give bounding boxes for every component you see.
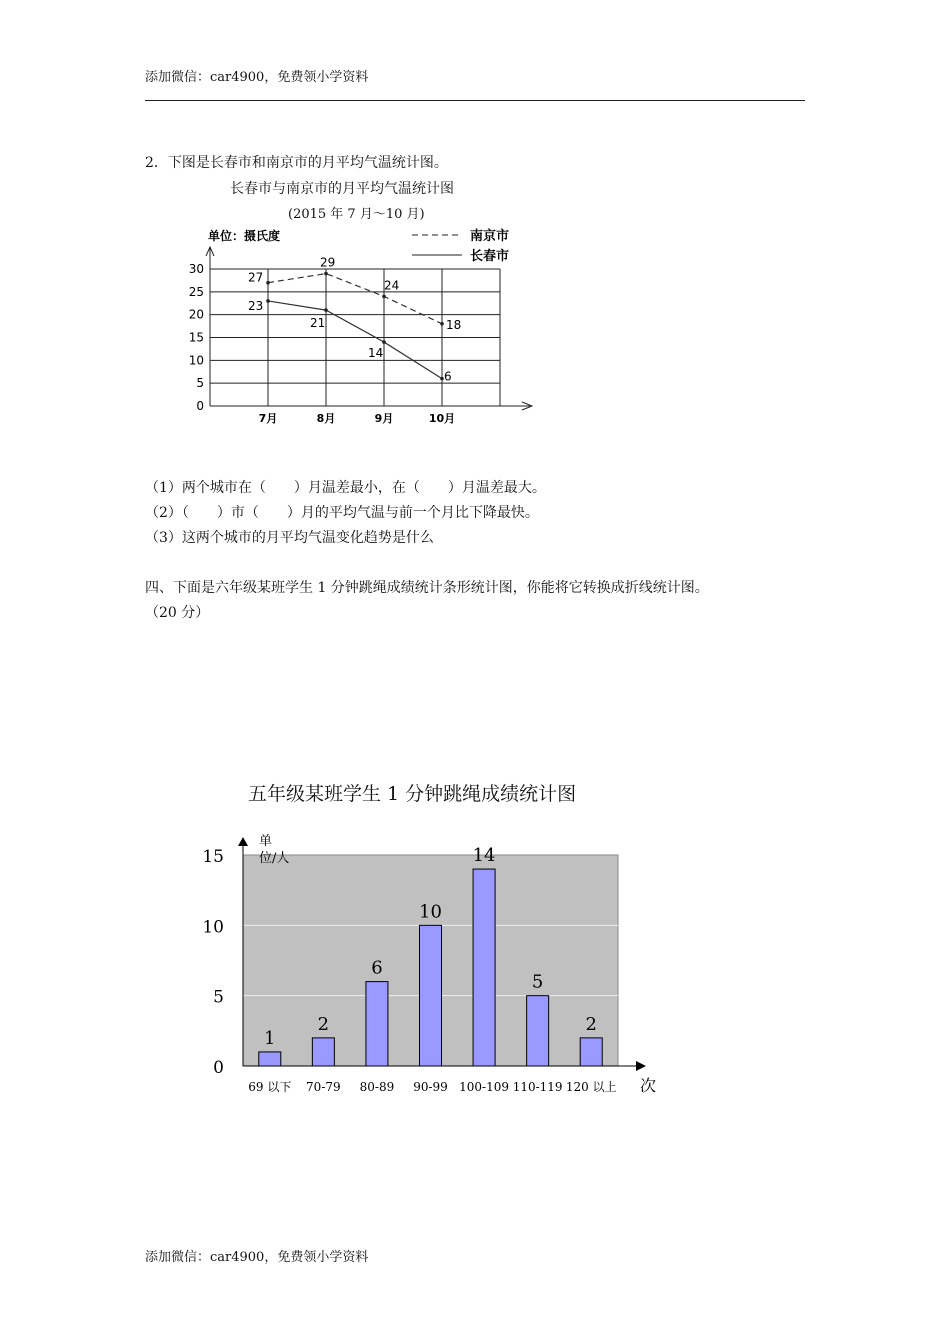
question-2-stem: 2．下图是长春市和南京市的月平均气温统计图。 [145,155,448,171]
page-header: 添加微信：car4900，免费领小学资料 [145,70,369,85]
bar-value-label: 2 [317,1013,330,1035]
x-tick-label: 10月 [428,412,456,425]
line-chart-title: 长春市与南京市的月平均气温统计图 [230,181,454,197]
data-label: 21 [310,316,326,331]
bar-value-label: 6 [371,957,383,979]
series-line [268,274,442,324]
question-4-stem: 四、下面是六年级某班学生 1 分钟跳绳成绩统计条形统计图，你能将它转换成折线统计图。 [145,580,709,596]
x-tick-label: 8月 [316,412,336,425]
bar-value-label: 10 [419,901,442,923]
y-axis-arrow [238,837,248,846]
bar-value-label: 14 [472,845,496,867]
page-footer: 添加微信：car4900，免费领小学资料 [145,1250,369,1265]
bar [366,982,388,1066]
y-axis-label: 单位：摄氏度 [208,229,281,243]
line-chart [180,222,550,434]
data-label: 29 [320,255,336,270]
y-tick-label: 5 [213,987,224,1008]
x-tick-label: 69 以下 [248,1080,292,1094]
bar [312,1038,334,1066]
data-point [324,308,328,312]
bar [580,1038,602,1066]
y-tick-label: 10 [188,353,204,368]
data-label: 23 [248,298,264,313]
data-label: 27 [248,270,264,285]
data-label: 18 [446,317,462,332]
y-tick-label: 0 [213,1058,224,1078]
x-tick-label: 70-79 [306,1080,341,1094]
legend-label: 长春市 [470,249,510,264]
legend-label: 南京市 [470,229,510,244]
x-axis-label: 次 [639,1076,656,1095]
data-point [382,340,386,344]
bar-value-label: 2 [585,1013,597,1035]
y-tick-label: 30 [188,262,204,276]
x-tick-label: 110-119 [512,1080,563,1094]
bar [420,925,442,1066]
x-tick-label: 120 以上 [565,1080,617,1094]
data-point [266,281,270,285]
series-line [268,301,442,379]
y-tick-label: 15 [202,847,224,867]
y-axis-label: 位/人 [259,851,290,866]
question-2-sub-1: （1）两个城市在（ ）月温差最小，在（ ）月温差最大。 [145,480,546,496]
y-axis-label: 单 [259,834,273,849]
y-tick-label: 20 [188,307,204,322]
x-tick-label: 80-89 [359,1080,395,1094]
data-label: 6 [444,369,452,384]
line-chart-subtitle: (2015 年 7 月～10 月) [288,207,425,222]
x-tick-label: 90-99 [413,1080,448,1094]
bar-chart-title: 五年级某班学生 1 分钟跳绳成绩统计图 [248,783,577,805]
question-4-score: （20 分） [145,605,210,621]
bar-value-label: 5 [531,971,544,993]
x-tick-label: 9月 [374,412,394,425]
data-point [440,322,444,326]
y-tick-label: 15 [188,330,204,345]
y-tick-label: 10 [202,917,224,938]
header-divider [145,100,805,101]
data-label: 24 [384,278,400,293]
y-tick-label: 0 [196,399,204,413]
bar-chart [190,828,680,1103]
x-tick-label: 100-109 [459,1080,510,1094]
data-point [324,272,328,276]
bar [473,869,495,1066]
y-tick-label: 5 [196,376,204,391]
question-2-sub-2: （2）（ ）市（ ）月的平均气温与前一个月比下降最快。 [145,505,539,521]
x-tick-label: 7月 [258,412,278,425]
data-label: 14 [368,346,384,361]
bar [259,1052,281,1066]
y-tick-label: 25 [188,284,204,299]
bar [527,996,549,1066]
question-2-sub-3: （3）这两个城市的月平均气温变化趋势是什么 [145,530,434,546]
data-point [266,299,270,303]
data-point [382,295,386,299]
x-axis-arrow [636,1061,646,1071]
bar-value-label: 1 [264,1027,276,1049]
